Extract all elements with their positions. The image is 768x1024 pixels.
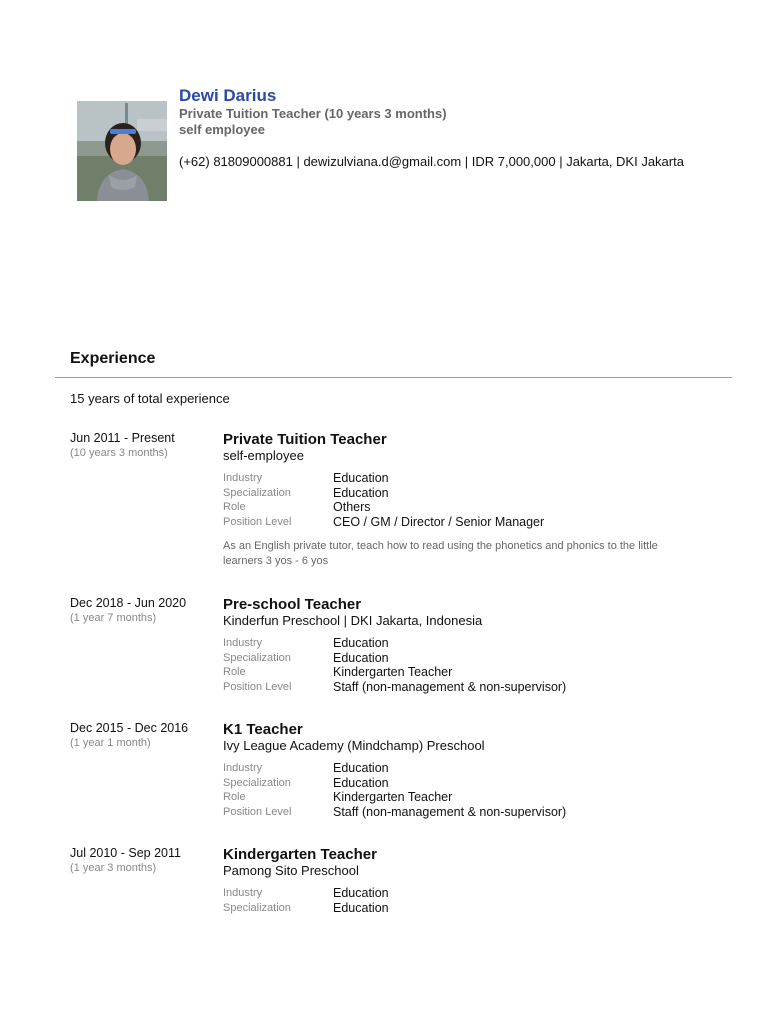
job-dates [70, 721, 220, 751]
field-label: Specialization [223, 776, 291, 789]
industry-row [223, 886, 693, 901]
profile-headline: Private Tuition Teacher (10 years 3 months) [179, 106, 447, 121]
field-label: Position Level [223, 805, 292, 818]
industry-row [223, 761, 693, 776]
section-divider [55, 377, 732, 378]
specialization-row [223, 901, 693, 916]
field-value: Staff (non-management & non-supervisor) [333, 679, 567, 694]
experience-heading: Experience [70, 350, 156, 367]
job-title: K1 Teacher [223, 721, 303, 738]
job-company: self-employee [223, 448, 304, 463]
field-value: Staff (non-management & non-supervisor) [333, 804, 567, 819]
job-dates [70, 431, 220, 461]
industry-row [223, 636, 693, 651]
field-label: Industry [223, 472, 263, 484]
field-label: Role [223, 501, 246, 514]
field-label: Position Level [223, 680, 292, 693]
field-label: Industry [223, 887, 263, 899]
field-label: Specialization [223, 651, 291, 664]
profile-photo [77, 101, 167, 201]
job-description: As an English private tutor, teach how to read using the phonetics and phonics to the little learners 3 yos - 6 yos [223, 540, 658, 568]
role-row [223, 665, 693, 680]
profile-subheadline: self employee [179, 122, 265, 137]
job-company: Ivy League Academy (Mindchamp) Preschool [223, 738, 485, 753]
field-value: Education [333, 886, 389, 900]
job-title: Private Tuition Teacher [223, 431, 387, 448]
field-value: Kindergarten Teacher [333, 790, 453, 805]
job-company: Pamong Sito Preschool [223, 863, 359, 878]
field-value: Education [333, 900, 389, 915]
field-label: Specialization [223, 486, 291, 499]
job-details [223, 431, 693, 569]
job-date-range: Jul 2010 - Sep 2011 [70, 846, 181, 860]
job-dates [70, 846, 220, 876]
profile-header [179, 86, 759, 170]
job-duration: (1 year 7 months) [70, 612, 157, 624]
specialization-row [223, 651, 693, 666]
job-date-range: Dec 2018 - Jun 2020 [70, 596, 187, 610]
total-experience: 15 years of total experience [70, 391, 230, 406]
job-date-range: Dec 2015 - Dec 2016 [70, 721, 189, 735]
field-value: Kindergarten Teacher [333, 665, 453, 680]
job-duration: (10 years 3 months) [70, 447, 168, 459]
job-details [223, 846, 693, 915]
job-title: Kindergarten Teacher [223, 846, 377, 863]
field-value: Others [333, 500, 371, 515]
specialization-row [223, 486, 693, 501]
profile-contact: (+62) 81809000881 | dewizulviana.d@gmail.com | IDR 7,000,000 | Jakarta, DKI Jakarta [179, 154, 684, 169]
field-value: Education [333, 775, 389, 790]
job-date-range: Jun 2011 - Present [70, 431, 175, 445]
field-value: CEO / GM / Director / Senior Manager [333, 514, 545, 529]
role-row [223, 500, 693, 515]
field-label: Specialization [223, 901, 291, 914]
job-company: Kinderfun Preschool | DKI Jakarta, Indonesia [223, 613, 483, 628]
field-label: Role [223, 791, 246, 804]
field-value: Education [333, 761, 389, 775]
field-label: Role [223, 666, 246, 679]
position-level-row [223, 680, 693, 695]
field-value: Education [333, 650, 389, 665]
position-level-row [223, 805, 693, 820]
job-title: Pre-school Teacher [223, 596, 362, 613]
job-details [223, 596, 693, 694]
field-label: Industry [223, 637, 263, 649]
job-duration: (1 year 1 month) [70, 737, 151, 749]
job-duration: (1 year 3 months) [70, 862, 157, 874]
job-details [223, 721, 693, 819]
position-level-row [223, 515, 693, 530]
industry-row [223, 471, 693, 486]
specialization-row [223, 776, 693, 791]
field-label: Industry [223, 762, 263, 774]
field-value: Education [333, 471, 389, 485]
role-row [223, 790, 693, 805]
field-label: Position Level [223, 515, 292, 528]
field-value: Education [333, 636, 389, 650]
job-dates [70, 596, 220, 626]
field-value: Education [333, 485, 389, 500]
profile-name: Dewi Darius [179, 86, 277, 105]
